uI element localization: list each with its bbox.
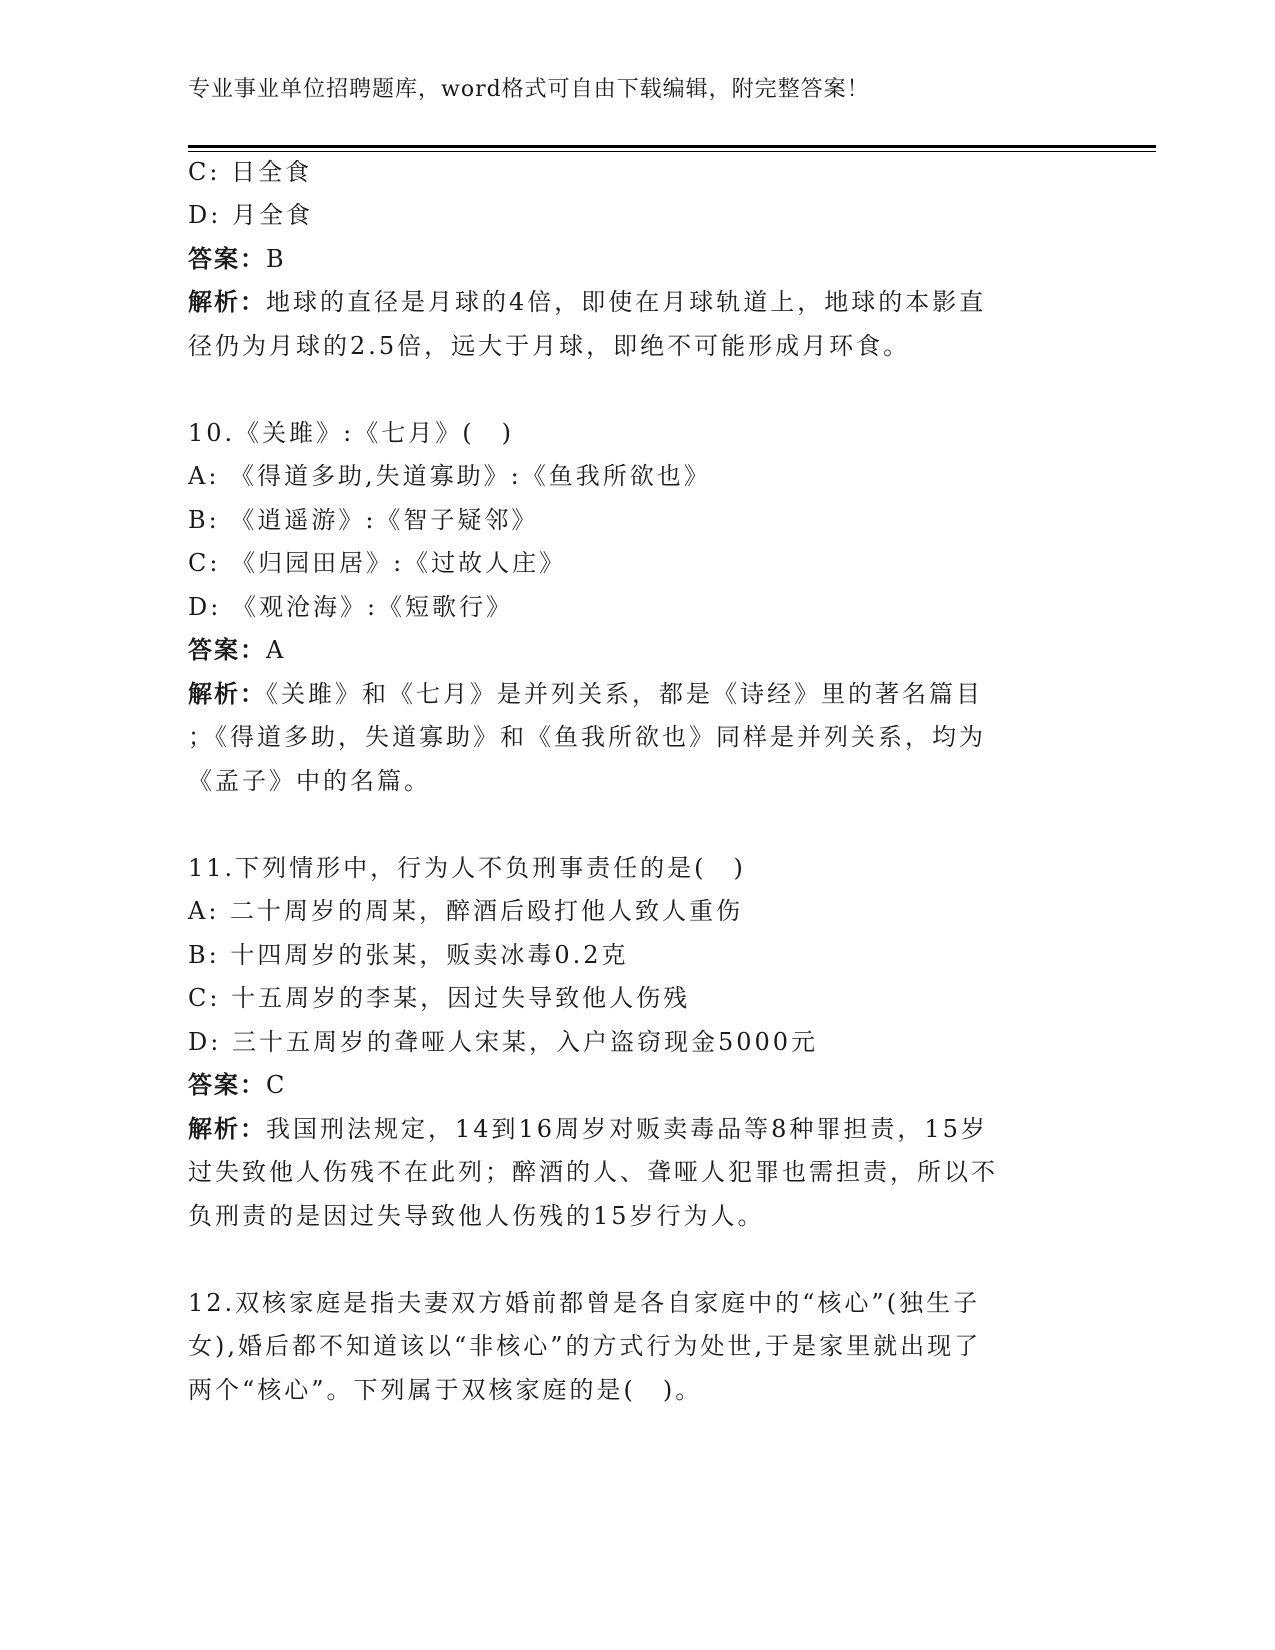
header-rule-thin [188, 151, 1156, 152]
q9-analysis-line-2: 径仍为月球的2.5倍，远大于月球，即绝不可能形成月环食。 [188, 332, 911, 360]
q10-stem: 10.《关雎》:《七月》( ) [188, 419, 514, 447]
answer-value: A [266, 636, 287, 664]
analysis-label: 解析： [188, 1115, 266, 1143]
q11-option-a: A: 二十周岁的周某，醉酒后殴打他人致人重伤 [188, 897, 744, 925]
q10-option-c: C: 《归园田居》:《过故人庄》 [188, 549, 567, 577]
q12-stem-line-2: 女),婚后都不知道该以“非核心”的方式行为处世,于是家里就出现了 [188, 1332, 982, 1360]
q10-analysis-line-2: ；《得道多助，失道寡助》和《鱼我所欲也》同样是并列关系，均为 [188, 723, 986, 751]
page-header: 专业事业单位招聘题库，word格式可自由下载编辑，附完整答案！ [188, 77, 870, 102]
q10-answer [188, 630, 286, 670]
q11-option-b: B: 十四周岁的张某，贩卖冰毒0.2克 [188, 941, 629, 969]
q10-analysis-line-3: 《孟子》中的名篇。 [188, 767, 431, 795]
q9-option-c: C: 日全食 [188, 158, 313, 186]
q9-answer [188, 239, 287, 279]
answer-label: 答案： [188, 245, 266, 273]
q11-analysis-line-2: 过失致他人伤残不在此列；醉酒的人、聋哑人犯罪也需担责，所以不 [188, 1158, 998, 1186]
q12-stem-line-3: 两个“核心”。下列属于双核家庭的是( )。 [188, 1376, 703, 1404]
q11-option-c: C: 十五周岁的李某，因过失导致他人伤残 [188, 984, 691, 1012]
q10-analysis-line-1: 解析：《关雎》和《七月》是并列关系，都是《诗经》里的著名篇目 [188, 680, 983, 708]
q10-option-d: D: 《观沧海》:《短歌行》 [188, 593, 514, 621]
q11-answer [188, 1065, 287, 1105]
answer-value: B [266, 245, 287, 273]
q11-analysis-line-1: 解析：我国刑法规定，14到16周岁对贩卖毒品等8种罪担责，15岁 [188, 1115, 988, 1143]
q12-stem-line-1: 12.双核家庭是指夫妻双方婚前都曾是各自家庭中的“核心”(独生子 [188, 1289, 981, 1317]
answer-label: 答案： [188, 636, 266, 664]
answer-value: C [266, 1071, 288, 1099]
q10-option-a: A: 《得道多助,失道寡助》:《鱼我所欲也》 [188, 462, 711, 490]
q10-option-b: B: 《逍遥游》:《智子疑邻》 [188, 506, 539, 534]
q11-analysis-line-3: 负刑责的是因过失导致他人伤残的15岁行为人。 [188, 1202, 765, 1230]
header-rule-thick [188, 145, 1156, 148]
q9-option-d: D: 月全食 [188, 201, 313, 229]
q11-stem: 11.下列情形中，行为人不负刑事责任的是( ) [188, 854, 746, 882]
q11-option-d: D: 三十五周岁的聋哑人宋某，入户盗窃现金5000元 [188, 1028, 819, 1056]
q9-analysis-line-1: 解析：地球的直径是月球的4倍，即使在月球轨道上，地球的本影直 [188, 288, 987, 316]
analysis-label: 解析： [188, 680, 266, 708]
answer-label: 答案： [188, 1071, 266, 1099]
analysis-label: 解析： [188, 288, 266, 316]
